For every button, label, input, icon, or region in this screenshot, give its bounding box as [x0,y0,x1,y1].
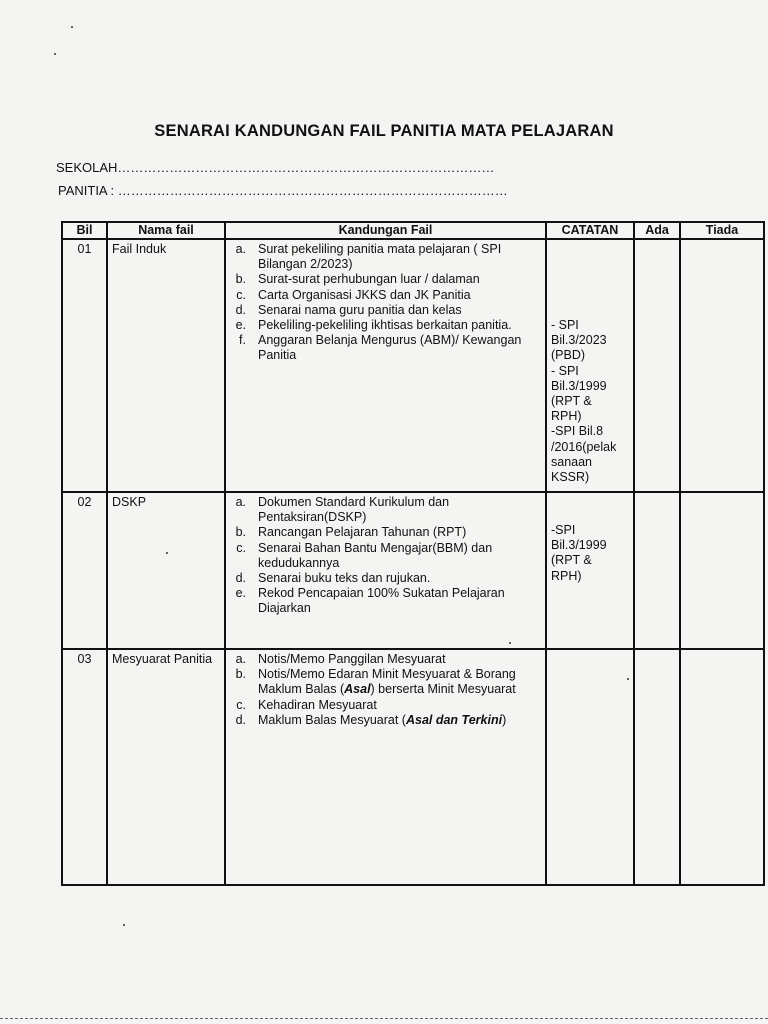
list-item: a. Surat pekeliling panitia mata pelajaran ( SPI Bilangan 2/2023) [235,242,502,272]
list-item: d. Maklum Balas Mesyuarat (Asal dan Terkini) [235,712,507,727]
row-bil: 02 [62,492,107,649]
table-row [62,492,764,649]
scan-speck [627,678,629,680]
table-row [62,649,764,885]
list-item: f. Anggaran Belanja Mengurus (ABM)/ Kewangan Panitia [239,333,522,363]
list-item: b. Surat-surat perhubungan luar / dalaman [235,272,480,287]
row-bil: 03 [62,649,107,885]
row-tiada [680,492,764,649]
list-item: e. Pekeliling-pekeliling ikhtisas berkaitan panitia. [235,318,512,333]
row-ada [634,649,680,885]
row-kandungan [225,239,546,492]
row-bil: 01 [62,239,107,492]
row-nama-fail: Fail Induk [107,239,225,492]
scan-speck [509,642,511,644]
list-item: c. Carta Organisasi JKKS dan JK Panitia [236,287,471,302]
row-catatan: - SPI Bil.3/2023 (PBD) - SPI Bil.3/1999 (RPT & RPH) -SPI Bil.8 /2016(pelak sanaan KSSR) [546,239,634,492]
list-item: e. Rekod Pencapaian 100% Sukatan Pelajaran Diajarkan [235,586,505,616]
row-ada [634,492,680,649]
list-item: d. Senarai nama guru panitia dan kelas [235,302,462,317]
sekolah-field: SEKOLAH…………………………………………………………………………… [56,160,495,175]
list-item: c. Kehadiran Mesyuarat [236,697,377,712]
page-title: SENARAI KANDUNGAN FAIL PANITIA MATA PELAJARAN [154,122,614,140]
row-ada [634,239,680,492]
scan-speck [123,924,125,926]
scan-edge [0,1018,768,1021]
table-row [62,239,764,492]
header-tiada: Tiada [680,222,764,239]
header-ada: Ada [634,222,680,239]
list-item: a. Dokumen Standard Kurikulum dan Pentaksiran(DSKP) [235,495,450,525]
row-nama-fail: DSKP [107,492,225,649]
header-kandungan: Kandungan Fail [225,222,546,239]
list-item: b. Rancangan Pelajaran Tahunan (RPT) [235,525,467,540]
list-item: c. Senarai Bahan Bantu Mengajar(BBM) dan kedudukannya [236,540,493,570]
row-catatan [546,649,634,885]
row-kandungan [225,649,546,885]
list-item: d. Senarai buku teks dan rujukan. [235,571,431,586]
list-item: b. Notis/Memo Edaran Minit Mesyuarat & Borang Maklum Balas (Asal) berserta Minit Mesyuarat [235,667,516,697]
scan-speck [71,26,73,28]
row-nama-fail: Mesyuarat Panitia [107,649,225,885]
panitia-field: PANITIA : ……………………………………………………………………………… [58,183,508,198]
row-tiada [680,239,764,492]
row-catatan: -SPI Bil.3/1999 (RPT & RPH) [546,492,634,649]
row-kandungan [225,492,546,649]
scan-speck [54,53,56,55]
row-tiada [680,649,764,885]
scan-speck [166,552,168,554]
list-item: a. Notis/Memo Panggilan Mesyuarat [235,652,446,666]
header-nama-fail: Nama fail [107,222,225,239]
header-bil: Bil [62,222,107,239]
table-header-row [62,222,764,239]
header-catatan: CATATAN [546,222,634,239]
